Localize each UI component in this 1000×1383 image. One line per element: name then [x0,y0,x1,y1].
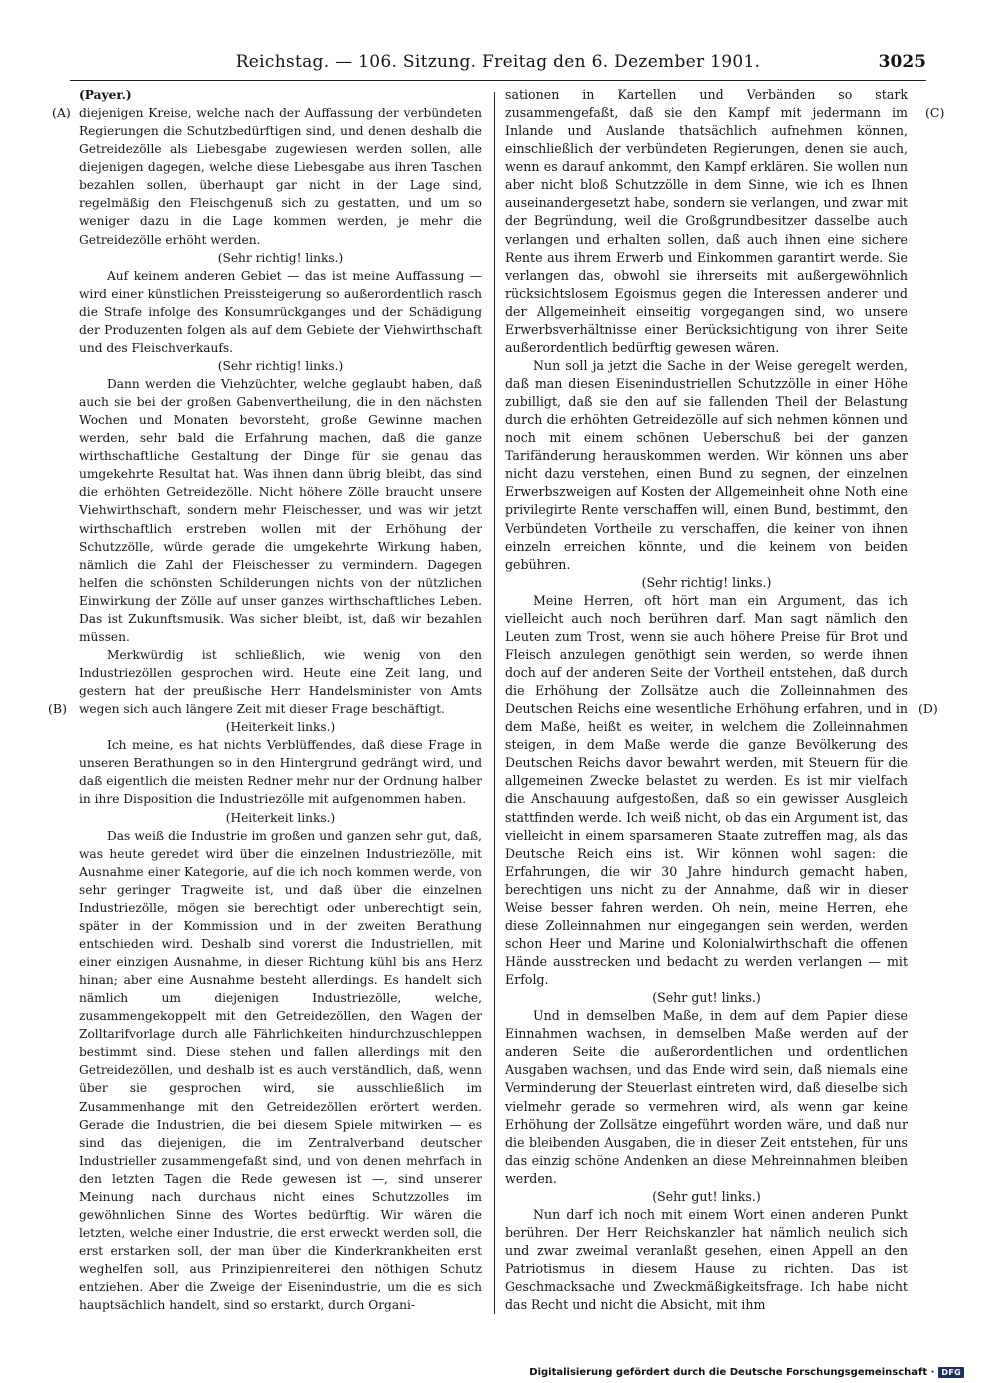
paragraph: Ich meine, es hat nichts Verblüffendes, daß diese Frage in unseren Berathungen so in den Hintergrund gedrängt wird, und daß eigentlich die meisten Redner mehr nur der Ordnung halber in ihre Disposition die Industriezölle mit aufgenommen haben. [79,738,482,807]
footer-credit [529,1367,964,1378]
paragraph: Das weiß die Industrie im großen und ganzen sehr gut, daß, was heute geredet wird über die einzelnen Industriezölle, mit Ausnahme einer Kategorie, auf die ich noch kommen werde, von sehr geringer Tragweite ist, und daß über die einzelnen Industriezölle, mögen sie berechtigt oder unberechtigt sein, später in der Kommission und in der zweiten Berathung entschieden wird. Deshalb sind vorerst die Industriellen, mit einer einzigen Ausnahme, in dieser Richtung kühl bis ans Herz hinan; aber eine Ausnahme besteht allerdings. Es handelt sich nämlich um diejenigen Industriezölle, welche, zusammengekoppelt mit den Getreidezöllen, den Wagen der Zolltarifvorlage durch alle Fährlichkeiten hindurchzuschleppen bestimmt sind. Diese stehen und fallen allerdings mit den Getreidezöllen, und deshalb ist es auch verständlich, daß, wenn über sie gesprochen wird, sie ausschließlich im Zusammenhange mit den Getreidezöllen erörtert werden. Gerade die Industrien, die bei diesem Spiele mitwirken — es sind das diejenigen, die im Zentralverband deutscher Industrieller zusammengefaßt sind, und von denen mehrfach in den letzten Tagen die Rede gewesen ist —, sind unserer Meinung nach durchaus nicht eines Schutzzolles im gewöhnlichen Sinne des Wortes bedürftig. Wir wären die letzten, welche einer Industrie, die erst erweckt werden soll, die erst erstarken soll, der man über die Kinderkrankheiten erst weghelfen soll, aus Prinzipienreiterei den nöthigen Schutz entziehen. Aber die Zweige der Eisenindustrie, um die es sich hauptsächlich handelt, sind so erstarkt, durch Organi- [79,828,482,1313]
interjection: (Sehr gut! links.) [652,990,761,1006]
paragraph: Merkwürdig ist schließlich, wie wenig von den Industriezöllen gesprochen wird. Heute eine Zeit lang, und gestern hat der preußische Herr Handelsminister von Amts wegen sich auch längere Zeit mit dieser Frage beschäftigt. [79,647,482,717]
margin-marker-c: (C) [925,105,945,120]
interjection: (Heiterkeit links.) [225,810,336,825]
paragraph: Und in demselben Maße, in dem auf dem Papier diese Einnahmen wachsen, in demselben Maße werden auf der anderen Seite die außerordentlichen und ordentlichen Ausgaben wachsen, und das Ende wird sein, daß niemals eine Verminderung der Steuerlast eintreten wird, daß dieselbe sich vielmehr gerade so vermehren wird, als wenn gar keine Erhöhung der Zollsätze eingeführt worden wäre, und daß nur die bleibenden Ausgaben, die in dieser Zeit entstehen, für uns das einzig schöne Andenken an diese Mehreinnahmen bleiben werden. [505,1008,908,1186]
paragraph: Dann werden die Viehzüchter, welche geglaubt haben, daß auch sie bei der großen Gabenvertheilung, die in den nächsten Wochen und Monaten bevorsteht, große Gewinne machen werden, sehr bald die Erfahrung machen, daß die ganze wirthschaftliche Gestaltung der Dinge für sie genau das umgekehrte Resultat hat. Was ihnen dann übrig bleibt, das sind die erhöhten Getreidezölle. Nicht höhere Zölle braucht unsere Viehwirthschaft, sondern mehr Fleischesser, und was wir jetzt wirthschaftlich erstreben wollen mit der Erhöhung der Schutzzölle, würde gerade die umgekehrte Wirkung haben, nämlich die Zahl der Fleischesser zu vermindern. Dagegen helfen die schönsten Schilderungen nichts von der nützlichen Einwirkung der Zölle auf unser ganzes wirthschaftliches Leben. Das ist Zukunftsmusik. Was sicher bleibt, ist, daß wir bezahlen müssen. [79,377,482,644]
paragraph: Meine Herren, oft hört man ein Argument, das ich vielleicht auch noch berühren darf. Man sagt nämlich den Leuten zum Trost, wenn sie auch höhere Preise für Brot und Fleisch anzulegen genöthigt sein werden, so werde ihnen doch auf der anderen Seite der Vortheil entstehen, daß durch die Erhöhung der Zollsätze auch die Zolleinnahmen des Deutschen Reichs eine wesentliche Erhöhung erfahren, und in dem Maße, heißt es weiter, in welchem die Zolleinnahmen steigen, in dem Maße werde die ganze Bevölkerung des Deutschen Reichs davor bewahrt werden, mit Steuern für die allgemeinen Zwecke belastet zu werden. Es ist mir vielfach die Anschauung aufgestoßen, daß so ein gewisser Ausgleich stattfinden werde. Ich weiß nicht, ob das ein Argument ist, das vielleicht in einem sparsameren Staate zutreffen mag, als das Deutsche Reich eins ist. Wir können wohl sagen: die Erfahrungen, die wir 30 Jahre hindurch gemacht haben, berechtigen uns nicht zu der Annahme, daß wir in dieser Weise besser fahren werden. Oh nein, meine Herren, ehe diese Zolleinnahmen nur eingegangen sein werden, werden schon Heer und Marine und Kolonialwirthschaft die offenen Hände ausstrecken und bedacht zu werden verlangen — mit Erfolg. [505,592,908,988]
paragraph: diejenigen Kreise, welche nach der Auffassung der verbündeten Regierungen die Schutzbedürftigen sind, und denen deshalb die Getreidezölle als Liebesgabe zugewiesen werden sollen, alle diejenigen dagegen, welche diese Liebesgabe aus ihren Taschen bezahlen sollen, überhaupt gar nicht in der Lage sind, regelmäßig den Fleischgenuß sich zu gestatten, und um so weniger dazu in die Lage kommen werden, je mehr die Getreidezölle erhöht werden. [79,106,482,247]
margin-marker-b: (B) [48,701,67,716]
footer-text: Digitalisierung gefördert durch die Deutsche Forschungsgemeinschaft · [529,1367,935,1378]
right-column [505,86,908,1314]
paragraph: Auf keinem anderen Gebiet — das ist meine Auffassung — wird einer künstlichen Preissteigerung so außerordentlich rasch die Strafe infolge des Konsumrückganges und der Schädigung der Produzenten folgen als auf dem Gebiete der Viehwirthschaft und des Fleischverkaufs. [79,268,482,355]
page-number: 3025 [878,52,926,72]
paragraph: Nun soll ja jetzt die Sache in der Weise geregelt werden, daß man diesen Eisenindustriellen Schutzzölle in einer Höhe zubilligt, daß sie den auf sie fallenden Theil der Belastung durch die erhöhten Getreidezölle auf sich nehmen können und noch mit einem schönen Ueberschuß bei der ganzen Tarifänderung herauskommen werden. Wir können uns aber nicht dazu verstehen, einen Bund zu segnen, der einzelnen Erwerbszweigen auf Kosten der Allgemeinheit ohne Noth eine privilegirte Rente verschaffen will, einen Bund, bestimmt, den Verbündeten Vortheile zu verschaffen, die keiner von ihnen einzeln erreichen könnte, und die keinem von beiden gebühren. [505,357,908,572]
interjection: (Heiterkeit links.) [225,720,336,735]
header-rule [70,80,926,81]
column-divider [494,92,495,1314]
interjection: (Sehr gut! links.) [652,1188,761,1204]
speaker-name: (Payer.) [79,88,132,102]
margin-marker-a: (A) [52,105,71,120]
interjection: (Sehr richtig! links.) [217,358,344,373]
paragraph: Nun darf ich noch mit einem Wort einen anderen Punkt berühren. Der Herr Reichskanzler hat nämlich neulich sich und zwar zweimal veranlaßt gesehen, einen Appell an den Patriotismus in diesem Hause zu richten. Das ist Geschmacksache und Zweckmäßigkeitsfrage. Ich habe nicht das Recht und nicht die Absicht, mit ihm [505,1206,908,1313]
page-header-title: Reichstag. — 106. Sitzung. Freitag den 6. Dezember 1901. [235,52,761,72]
running-header [70,52,926,80]
left-column [79,86,482,1314]
interjection: (Sehr richtig! links.) [641,574,772,590]
paragraph: sationen in Kartellen und Verbänden so stark zusammengefaßt, daß sie den Kampf mit jedermann im Inlande und Auslande thatsächlich aufnehmen können, einschließlich der verbündeten Regierungen, denen sie auch, wenn es darauf ankommt, den Kampf erklären. Sie wollen nun aber nicht bloß Schutzzölle in dem Sinne, wie ich es Ihnen auseinandergesetzt habe, sondern sie verlangen, und zwar mit der Begründung, weil die Großgrundbesitzer dasselbe auch verlangen und erhalten sollen, daß auch ihnen eine sichere Rente aus ihrem Erwerb und Einkommen garantirt werde. Sie verlangen das, obwohl sie ihrerseits mit außergewöhnlich rücksichtslosem Egoismus gegen die Interessen anderer und der Allgemeinheit einseitig vorgegangen sind, wo unsere Erwerbsverhältnisse einer Berücksichtigung von ihrer Seite außerordentlich bedürftig gewesen wären. [505,87,908,355]
dfg-logo-icon: DFG [938,1367,964,1378]
margin-marker-d: (D) [918,701,938,716]
interjection: (Sehr richtig! links.) [217,250,344,265]
